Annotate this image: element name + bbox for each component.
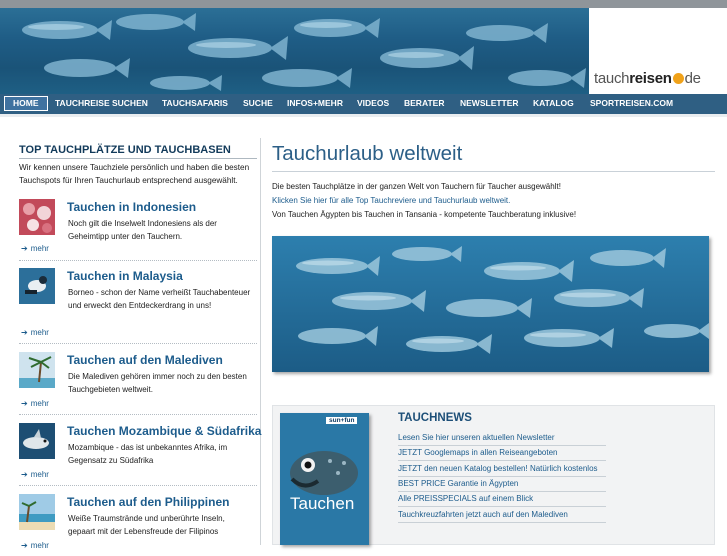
sidebar-title: TOP TAUCHPLÄTZE UND TAUCHBASEN [19,144,231,156]
logo-part2: reisen [629,70,672,87]
news-divider [398,506,606,507]
intro-line-1: Die besten Tauchplätze in der ganzen Welt von Tauchern für Taucher ausgewählt! [272,182,561,191]
news-item[interactable]: JETZT den neuen Katalog bestellen! Natürlich kostenlos [398,464,598,473]
page-title: Tauchurlaub weltweit [272,142,463,165]
logo-part1: tauch [594,70,630,87]
entry-desc: Die Malediven gehören immer noch zu den besten Tauchgebieten weltweit. [68,372,247,394]
nav-underline [0,114,727,117]
entry-desc: Borneo - schon der Name verheißt Tauchabenteuer und erweckt den Entdeckerdrang in uns! [68,288,251,310]
more-link[interactable] [21,244,49,253]
sidebar [12,138,262,550]
entry-title[interactable]: Tauchen Mozambique & Südafrika [67,424,262,438]
entry-divider [19,485,257,486]
main-fish-photo [272,236,709,372]
entry-title[interactable]: Tauchen in Malaysia [67,269,183,283]
arrow-right-icon: ➔ [21,328,28,337]
news-item[interactable]: Tauchkreuzfahrten jetzt auch auf den Malediven [398,510,568,519]
nav-newsletter[interactable]: NEWSLETTER [460,98,519,108]
more-label: mehr [30,399,49,408]
logo-dot-icon [673,73,684,84]
entry-title[interactable]: Tauchen auf den Philippinen [67,495,230,509]
title-rule [272,171,715,172]
palm-beach-graphic [19,352,55,388]
more-label: mehr [30,541,49,550]
news-item[interactable]: Lesen Sie hier unseren aktuellen Newsletter [398,433,555,442]
news-divider [398,460,606,461]
sidebar-entry-mozambique [12,423,261,485]
beach-graphic [19,494,55,530]
grouper-fish-graphic [280,413,369,545]
entry-divider [19,414,257,415]
arrow-right-icon: ➔ [21,399,28,408]
news-divider [398,522,606,523]
catalog-title: Tauchen [290,494,355,513]
entry-divider [19,260,257,261]
sidebar-entry-indonesien [12,199,261,259]
entry-desc: Weiße Traumstrände und unberührte Inseln, gepaart mit der Lebensfreude der Filipinos [68,514,225,536]
entry-title[interactable]: Tauchen auf den Malediven [67,353,223,367]
fish-school-graphic [0,8,589,94]
intro-line-3: Von Tauchen Ägypten bis Tauchen in Tansania - kompetente Tauchberatung inklusive! [272,210,577,219]
arrow-right-icon: ➔ [21,541,28,550]
catalog-brand: sun+fun [326,417,357,424]
top-strip [0,0,727,8]
sidebar-entry-malaysia [12,268,261,343]
sidebar-entry-philippinen [12,494,261,556]
more-label: mehr [30,470,49,479]
more-link[interactable] [21,541,49,550]
intro-link[interactable]: Klicken Sie hier für alle Top Tauchreviere und Tauchurlaub weltweit. [272,196,511,205]
news-item[interactable]: Alle PREISSPECIALS auf einem Blick [398,494,534,503]
sidebar-intro: Wir kennen unsere Tauchziele persönlich und haben die besten Tauchspots für Ihren Tauchurlaub entsprechend ausgewählt. [19,163,250,185]
diver-graphic [19,268,55,304]
more-label: mehr [30,244,49,253]
entry-divider [19,343,257,344]
sidebar-entry-malediven [12,352,261,414]
nav-tauchsafaris[interactable]: TAUCHSAFARIS [162,98,228,108]
more-link[interactable] [21,328,49,337]
nav-berater[interactable]: BERATER [404,98,445,108]
nav-home[interactable]: HOME [4,96,48,111]
thumb-palm-image[interactable] [19,352,55,388]
news-divider [398,445,606,446]
news-item[interactable]: BEST PRICE Garantie in Ägypten [398,479,519,488]
news-title: TAUCHNEWS [398,412,472,424]
main-nav [0,94,727,114]
thumb-shark-image[interactable] [19,423,55,459]
news-item[interactable]: JETZT Googlemaps in allen Reiseangeboten [398,448,558,457]
catalog-cover[interactable] [280,413,369,545]
more-link[interactable] [21,470,49,479]
nav-infos-mehr[interactable]: INFOS+MEHR [287,98,343,108]
nav-tauchreise-suchen[interactable]: TAUCHREISE SUCHEN [55,98,148,108]
thumb-coral-image[interactable] [19,199,55,235]
entry-title[interactable]: Tauchen in Indonesien [67,200,197,214]
fish-school-photo-graphic [272,236,709,372]
shark-graphic [19,423,55,459]
entry-desc: Noch gilt die Inselwelt Indonesiens als der Geheimtipp unter den Tauchern. [68,219,217,241]
nav-sportreisen[interactable]: SPORTREISEN.COM [590,98,674,108]
arrow-right-icon: ➔ [21,470,28,479]
entry-desc: Mozambique - das ist unbekanntes Afrika, im Gegensatz zu Südafrika [68,443,228,465]
more-link[interactable] [21,399,49,408]
arrow-right-icon: ➔ [21,244,28,253]
thumb-diver-image[interactable] [19,268,55,304]
nav-videos[interactable]: VIDEOS [357,98,390,108]
logo-tld: de [684,70,701,87]
nav-suche[interactable]: SUCHE [243,98,273,108]
coral-graphic [19,199,55,235]
site-logo[interactable] [594,70,701,87]
more-label: mehr [30,328,49,337]
news-divider [398,476,606,477]
nav-katalog[interactable]: KATALOG [533,98,574,108]
thumb-beach-image[interactable] [19,494,55,530]
sidebar-title-rule [19,158,257,159]
header-banner-image [0,8,589,94]
news-divider [398,491,606,492]
